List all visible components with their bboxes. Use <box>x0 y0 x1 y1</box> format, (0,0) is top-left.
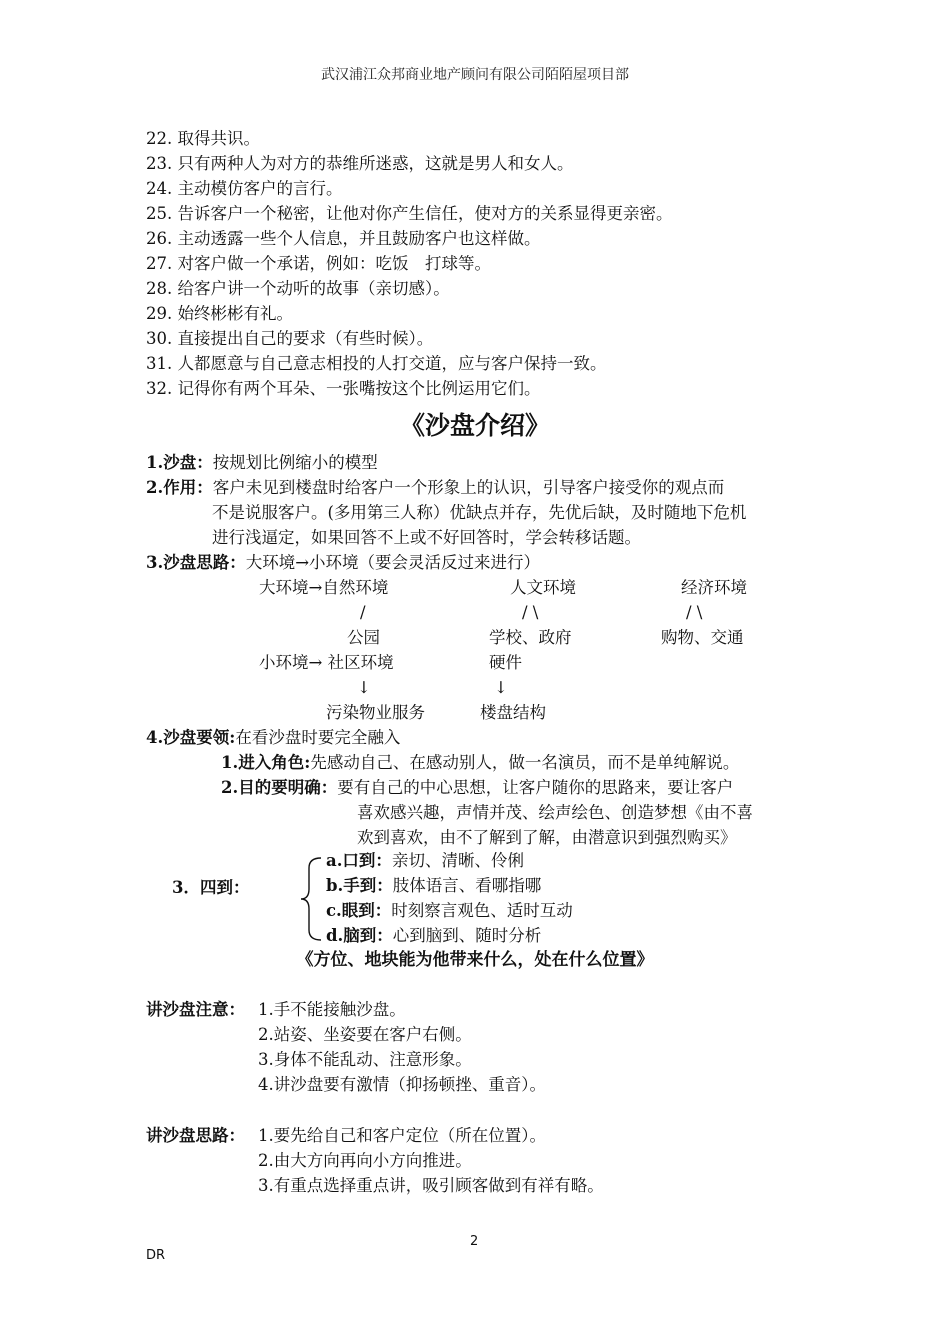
sandtable-definition <box>146 450 378 475</box>
essentials-text: 在看沙盘时要完全融入 <box>235 728 401 747</box>
approach-item: 2.由大方向再向小方向推进。 <box>258 1151 472 1170</box>
four-arrivals-item <box>326 873 541 898</box>
list-item: 26. 主动透露一些个人信息，并且鼓励客户也这样做。 <box>146 229 541 248</box>
function-line-3: 进行浅逼定，如果回答不上或不好回答时，学会转移话题。 <box>212 528 641 547</box>
item-text: 时刻察言观色、适时互动 <box>391 901 573 920</box>
item-label: b.手到： <box>326 876 393 895</box>
approach-label: 讲沙盘思路： <box>146 1126 245 1145</box>
attention-item: 1.手不能接触沙盘。 <box>258 1000 406 1019</box>
definition-label: 1.沙盘： <box>146 453 213 472</box>
list-item: 30. 直接提出自己的要求（有些时候）。 <box>146 329 434 348</box>
list-item: 25. 告诉客户一个秘密，让他对你产生信任，使对方的关系显得更亲密。 <box>146 204 673 223</box>
env-big: 大环境→自然环境 <box>259 578 389 597</box>
footer-mark: DR <box>146 1248 166 1263</box>
function-line-1 <box>146 475 724 500</box>
essential-goal-text: 要有自己的中心思想，让客户随你的思路来，要让客户 <box>337 778 734 797</box>
env-small: 小环境→ 社区环境 <box>259 653 394 672</box>
page-header: 武汉浦江众邦商业地产顾问有限公司陌陌屋项目部 <box>321 67 629 83</box>
four-arrivals-item <box>326 848 524 873</box>
attention-item: 3.身体不能乱动、注意形象。 <box>258 1050 472 1069</box>
list-item: 24. 主动模仿客户的言行。 <box>146 179 343 198</box>
attention-item: 2.站姿、坐姿要在客户右侧。 <box>258 1025 472 1044</box>
env-economy: 经济环境 <box>681 578 747 597</box>
section-subtitle: 《方位、地块能为他带来什么，处在什么位置》 <box>296 950 654 970</box>
function-label: 2.作用： <box>146 478 213 497</box>
four-arrivals-label: 3．四到： <box>172 878 250 897</box>
essentials-heading <box>146 725 400 750</box>
approach-item: 1.要先给自己和客户定位（所在位置）。 <box>258 1126 546 1145</box>
env-arrow-down: ↓ <box>494 678 508 697</box>
env-park: 公园 <box>347 628 380 647</box>
env-humanities: 人文环境 <box>510 578 576 597</box>
item-text: 心到脑到、随时分析 <box>392 926 542 945</box>
env-school: 学校、政府 <box>489 628 572 647</box>
definition-text: 按规划比例缩小的模型 <box>212 453 378 472</box>
list-item: 32. 记得你有两个耳朵、一张嘴按这个比例运用它们。 <box>146 379 541 398</box>
thinking-label: 3.沙盘思路： <box>146 553 246 572</box>
essential-goal-line-3: 欢到喜欢，由不了解到了解，由潜意识到强烈购买》 <box>357 828 737 847</box>
env-arrow-down: ↓ <box>357 678 371 697</box>
curly-brace-icon <box>299 856 325 942</box>
essential-role <box>221 750 739 775</box>
list-item: 29. 始终彬彬有礼。 <box>146 304 293 323</box>
thinking-heading <box>146 550 540 575</box>
list-item: 22. 取得共识。 <box>146 129 260 148</box>
essential-role-text: 先感动自己、在感动别人，做一名演员，而不是单纯解说。 <box>310 753 740 772</box>
list-item: 31. 人都愿意与自己意志相投的人打交道，应与客户保持一致。 <box>146 354 607 373</box>
attention-label: 讲沙盘注意： <box>146 1000 245 1019</box>
function-text: 客户未见到楼盘时给客户一个形象上的认识，引导客户接受你的观点而 <box>212 478 725 497</box>
item-text: 肢体语言、看哪指哪 <box>392 876 542 895</box>
env-pollution: 污染物业服务 <box>326 703 425 722</box>
list-item: 28. 给客户讲一个动听的故事（亲切感）。 <box>146 279 450 298</box>
section-title: 《沙盘介绍》 <box>399 411 550 440</box>
page-number: 2 <box>470 1234 479 1249</box>
env-branch-economy: / \ <box>686 603 703 622</box>
env-shopping: 购物、交通 <box>661 628 744 647</box>
item-label: a.口到： <box>326 851 392 870</box>
env-branch-humanities: / \ <box>522 603 539 622</box>
essential-goal-line-2: 喜欢感兴趣，声情并茂、绘声绘色、创造梦想《由不喜 <box>357 803 753 822</box>
function-line-2: 不是说服客户。(多用第三人称）优缺点并存，先优后缺，及时随地下危机 <box>212 503 747 522</box>
item-text: 亲切、清晰、伶俐 <box>391 851 524 870</box>
env-structure: 楼盘结构 <box>480 703 546 722</box>
list-item: 27. 对客户做一个承诺，例如：吃饭 打球等。 <box>146 254 491 273</box>
attention-item: 4.讲沙盘要有激情（抑扬顿挫、重音）。 <box>258 1075 546 1094</box>
item-label: d.脑到： <box>326 926 393 945</box>
approach-item: 3.有重点选择重点讲，吸引顾客做到有祥有略。 <box>258 1176 604 1195</box>
essentials-label: 4.沙盘要领: <box>146 728 236 747</box>
essential-role-label: 1.进入角色: <box>221 753 311 772</box>
essential-goal <box>221 775 733 800</box>
thinking-text: 大环境→小环境（要会灵活反过来进行） <box>245 553 541 572</box>
env-hardware: 硬件 <box>489 653 522 672</box>
essential-goal-label: 2.目的要明确： <box>221 778 338 797</box>
env-branch-nature: / <box>360 603 366 622</box>
item-label: c.眼到： <box>326 901 392 920</box>
list-item: 23. 只有两种人为对方的恭维所迷惑，这就是男人和女人。 <box>146 154 574 173</box>
four-arrivals-item <box>326 898 573 923</box>
